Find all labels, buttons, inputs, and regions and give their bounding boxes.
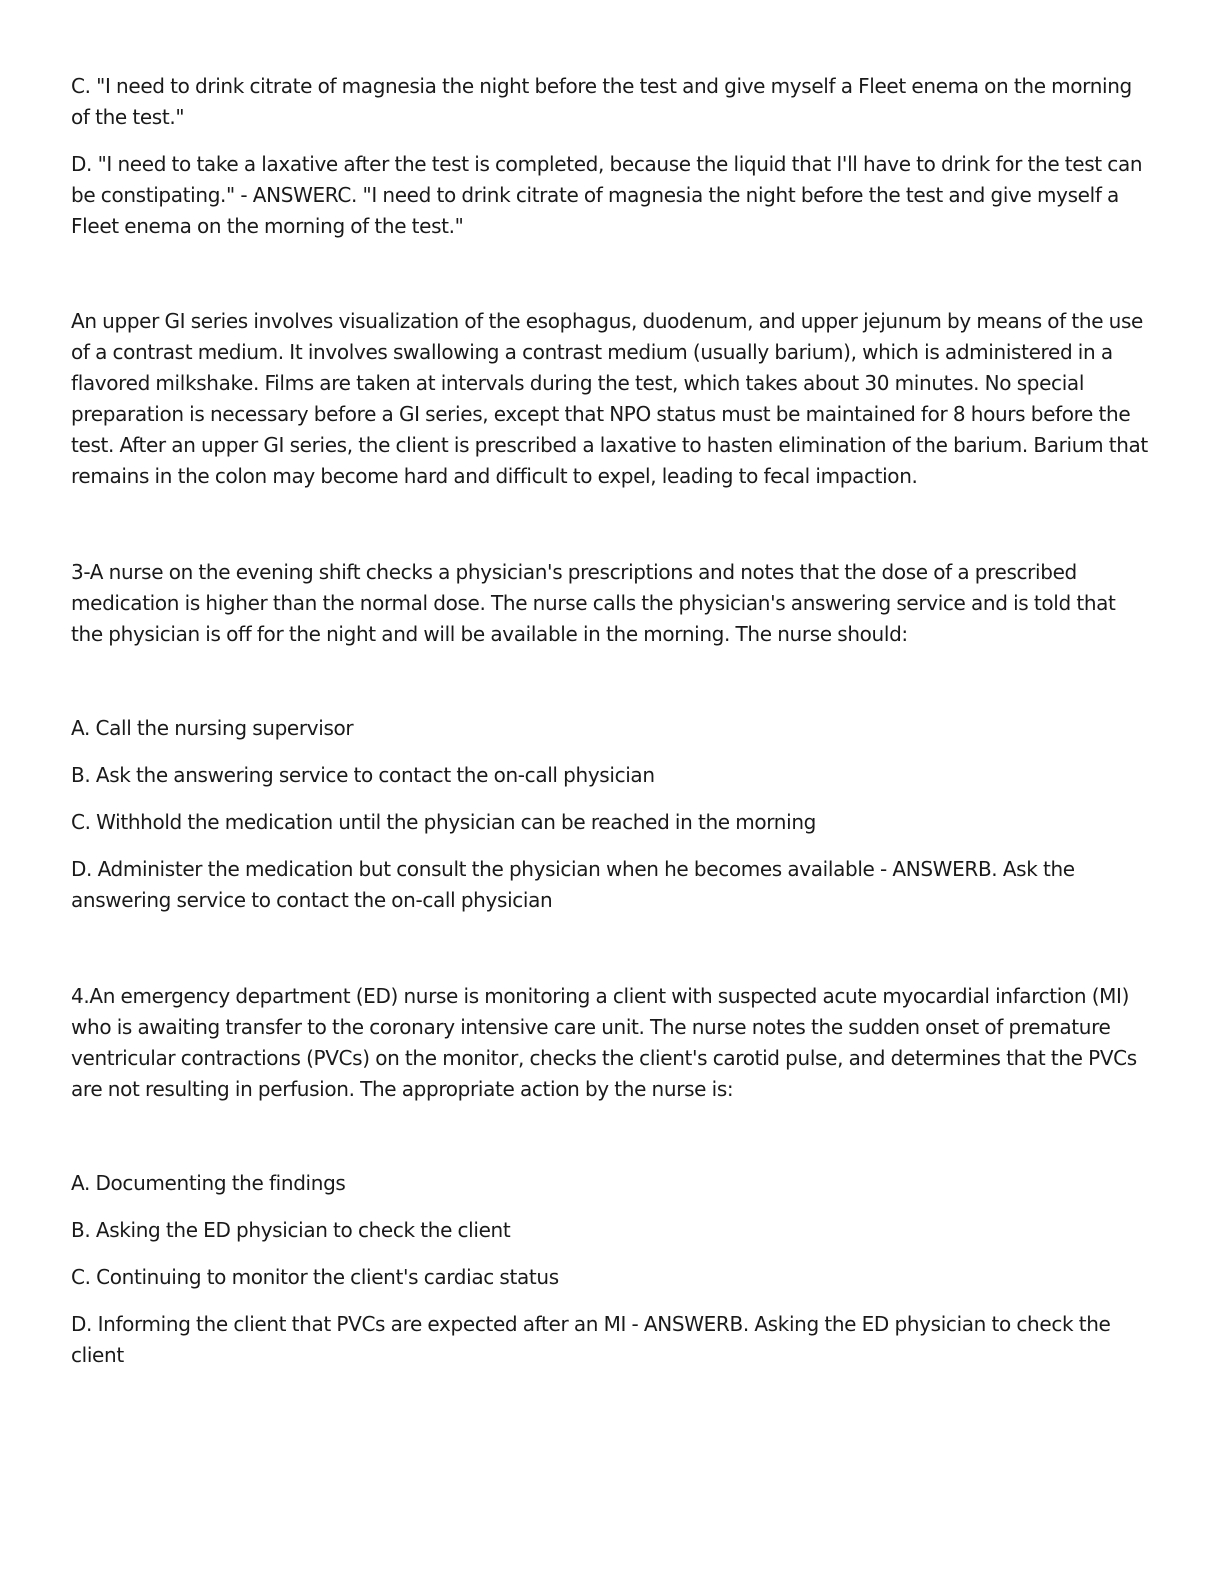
question-4-stem: 4.An emergency department (ED) nurse is monitoring a client with suspected acute myocardial infarction (MI) who is awaiting transfer to the coronary intensive care unit. The nurse notes the sudden onset of premature ventricular contractions (PVCs) on the monitor, checks the client's carotid pulse, and determines that the PVCs are not resulting in perfusion. The appropriate action by the nurse is: [71,984,1137,1101]
question-3-stem: 3-A nurse on the evening shift checks a physician's prescriptions and notes that the dose of a prescribed medication is higher than the normal dose. The nurse calls the physician's answering service and is told that the physician is off for the night and will be available in the morning. The nurse should: [71,560,1116,646]
answer-option-d-with-answer: D. "I need to take a laxative after the test is completed, because the liquid that I'll have to drink for the test can be constipating." - ANSWERC. "I need to drink citrate of magnesia the night before the test and give myself a Fleet enema on the morning of the test." [71,152,1143,238]
question-3-option-d-with-answer: D. Administer the medication but consult the physician when he becomes available - ANSWERB. Ask the answering service to contact the on-call physician [71,857,1075,912]
answer-option-c: C. "I need to drink citrate of magnesia the night before the test and give myself a Fleet enema on the morning of the test." [71,74,1132,129]
question-3-option-a: A. Call the nursing supervisor [71,716,354,740]
question-3-option-c: C. Withhold the medication until the physician can be reached in the morning [71,810,816,834]
question-4-option-c: C. Continuing to monitor the client's cardiac status [71,1265,559,1289]
question-4-option-d-with-answer: D. Informing the client that PVCs are expected after an MI - ANSWERB. Asking the ED physician to check the client [71,1312,1111,1367]
question-4-option-b: B. Asking the ED physician to check the client [71,1218,511,1242]
question-4-option-a: A. Documenting the findings [71,1171,346,1195]
question-3-option-b: B. Ask the answering service to contact the on-call physician [71,763,655,787]
rationale-paragraph: An upper GI series involves visualization of the esophagus, duodenum, and upper jejunum by means of the use of a contrast medium. It involves swallowing a contrast medium (usually barium), which is administered in a flavored milkshake. Films are taken at intervals during the test, which takes about 30 minutes. No special preparation is necessary before a GI series, except that NPO status must be maintained for 8 hours before the test. After an upper GI series, the client is prescribed a laxative to hasten elimination of the barium. Barium that remains in the colon may become hard and difficult to expel, leading to fecal impaction. [71,309,1148,488]
